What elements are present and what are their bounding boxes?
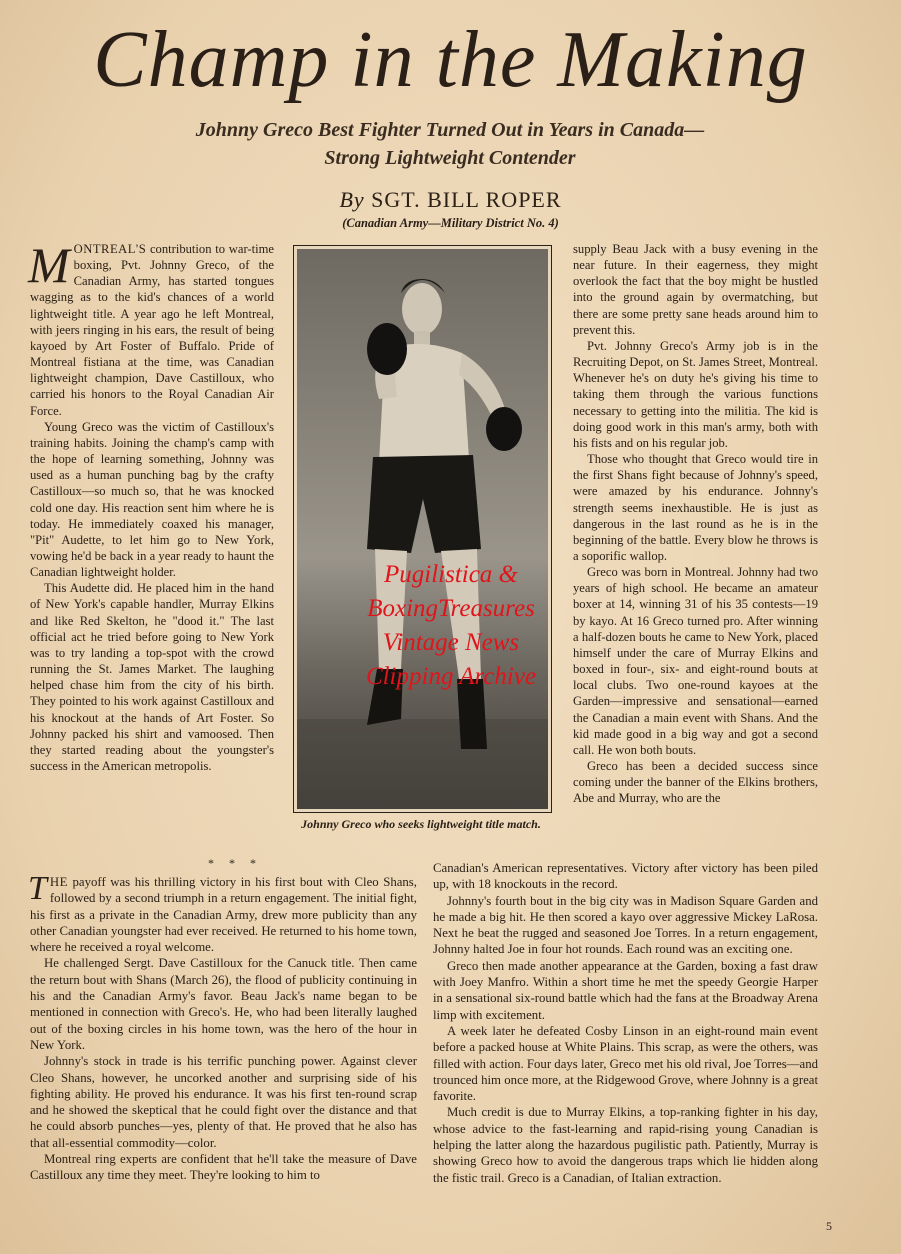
bottom-left-column (28, 870, 417, 1204)
boxer-silhouette (297, 249, 548, 809)
photo-caption: Johnny Greco who seeks lightweight title match. (301, 817, 541, 831)
left-paragraph-1 (28, 237, 274, 419)
bottom-right-paragraph-5: Much credit is due to Murray Elkins, a top-ranking fighter in his day, whose advice to the fast-learning and rapid-rising young Canadian is helping the latter along the hazardous pugilistic path. Patiently, Murray is showing Greco how to avoid the dangerous traps which lie hidden along the fistic trail. Greco is a Canadian, of Italian extraction. (433, 1105, 818, 1185)
drop-cap: M (28, 237, 70, 293)
boxer-photo (297, 249, 548, 809)
watermark-line-1: Pugilistica & (383, 561, 519, 588)
byline-by: By (339, 187, 365, 212)
bottom-left-paragraph-3: Johnny's stock in trade is his terrific punching power. Against clever Cleo Shans, however, he uncorked another and surprising side of his fighting ability. He proved his endurance. It was his first ten-round scrap and he showed the skeptical that he could fight over the distance and that he could absorb punches—yes, plenty of that. He proved that he also has that all-essential commodity—color. (30, 1054, 417, 1150)
byline (0, 187, 901, 213)
right-paragraph-1: supply Beau Jack with a busy evening in the near future. In their eagerness, they might overlook the fact that the boy might be hustled into the ground again by overmatching, but there are some pretty sane heads around him to prevent this. (573, 242, 818, 337)
watermark-line-4: Clipping Archive (365, 663, 537, 690)
bottom-left-paragraph-4: Montreal ring experts are confident that he'll take the measure of Dave Castilloux any time they meet. They're looking to him to (30, 1152, 417, 1183)
bottom-right-paragraph-4: A week later he defeated Cosby Linson in an eight-round main event before a packed house at White Plains. This scrap, as were the others, was filled with action. Four days later, Greco met his old rival, Joe Torres—and trounced him once more, at the Ridgewood Grove, where Johnny is a great favorite. (433, 1023, 818, 1104)
bottom-left-paragraph-1-text: payoff was his thrilling victory in his first bout with Cleo Shans, followed by a second triumph in a return engagement. The initial fight, his first as a private in the Canadian Army, drew more publicity than any other Canadian youngster had ever received. He returned to his home town, where he received a royal welcome. (30, 875, 417, 955)
right-column (573, 241, 818, 863)
right-paragraph-2: Pvt. Johnny Greco's Army job is in the Recruiting Depot, on St. James Street, Montreal. Whenever he's on duty he's giving his time to taking them through the various functions necessary to getting into the militia. The kid is doing good work in this man's army, both with his fists and on his regular job. (573, 338, 818, 450)
bottom-right-column (433, 860, 818, 1210)
page-number: 5 (826, 1219, 832, 1233)
byline-unit: (Canadian Army—Military District No. 4) (342, 216, 559, 230)
right-paragraph-4: Greco was born in Montreal. Johnny had two years of high school. He became an amateur boxer at 14, winning 31 of his 35 contests—19 by kayo. At 16 Greco turned pro. After winning a half-dozen bouts he came to New York, placed himself under the care of Murray Elkins and boxed in four-, six- and eight-round bouts at local clubs. Two one-round kayoes at the Garden—impressive and sensational—earned the Canadian a main event with Shans. And the kid made good in a big way and got a second call. He won both bouts. (573, 565, 818, 757)
left-paragraph-2: Young Greco was the victim of Castilloux's training habits. Joining the champ's camp with the hope of learning something, Johnny was used as a human punching bag by the crafty Castilloux—so much so, that he was knocked cold one day. His reaction sent him where he is today. He immediately coaxed his manager, "Pit" Audette, to let him go to New York, vowing he'd be back in a year ready to haunt the Canadian lightweight holder. (30, 419, 274, 580)
bottom-left-paragraph-2: He challenged Sergt. Dave Castilloux for the Canuck title. Then came the return bout with Shans (March 26), the flood of publicity continuing in his and the Canadian Army's favor. Beau Jack's name began to be mentioned in connection with Greco's. He, who had been literally laughed out of the boxing circles in his home town, was the hero of the hour in New York. (30, 956, 417, 1052)
left-column (28, 237, 274, 861)
bottom-right-paragraph-3: Greco then made another appearance at the Garden, boxing a fast draw with Joey Manfro. Within a short time he met the speedy Georgie Harper in a sensational six-round battle which had the fans at the Broadway Arena limp with excitement. (433, 958, 818, 1022)
watermark-line-2: BoxingTreasures (367, 595, 535, 622)
bottom-left-paragraph-1 (28, 870, 417, 955)
watermark-line-3: Vintage News (382, 629, 520, 656)
lead-in: ONTREAL'S (73, 242, 147, 256)
right-paragraph-3: Those who thought that Greco would tire in the first Shans fight because of Johnny's speed, were amazed by his endurance. Johnny's strength seems inexhaustible. He is just as dangerous in the last round as he is in the beginning of the battle. Every blow he throws is a soporific wallop. (573, 452, 818, 563)
left-paragraph-3: This Audette did. He placed him in the hand of New York's capable handler, Murray Elkins and like Red Skelton, he "dood it." The last official act he tried before going to New York was to try landing a top-spot with the crowd running the St. James Market. The laughing helped chase him from the city of his birth. They pointed to his work against Castilloux and his knockout at the hands of Art Foster. So Johnny packed his shirt and vamoosed. Then they started reading about the youngster's success in the American metropolis. (30, 581, 274, 773)
bottom-right-paragraph-1: Canadian's American representatives. Victory after victory has been piled up, with 18 knockouts in the record. (433, 861, 818, 892)
section-separator: * * * (208, 856, 262, 870)
subheadline-line-1: Johnny Greco Best Fighter Turned Out in Years in Canada— (195, 119, 705, 141)
left-paragraph-1-text: contribution to war-time boxing, Pvt. Johnny Greco, of the Canadian Army, has started tongues wagging as to the kid's chances of a world lightweight title. A year ago he left Montreal, with jeers ringing in his ears, the result of being kayoed by Art Foster of Buffalo. Pride of Montreal fistiana at the time, was Canadian lightweight champion, Dave Castilloux, who carried his honors to the Royal Canadian Air Force. (30, 242, 274, 418)
subheadline-line-2: Strong Lightweight Contender (324, 147, 576, 169)
headline: Champ in the Making (93, 16, 808, 104)
lead-in-2: HE (49, 875, 68, 889)
watermark (293, 558, 609, 694)
bottom-right-paragraph-2: Johnny's fourth bout in the big city was in Madison Square Garden and he made a big hit. He then scored a kayo over aggressive Mickey LaRosa. Next he beat the rugged and seasoned Joe Torres. In a return engagement, Johnny halted Joe in four hot rounds. Each round was an exciting one. (433, 893, 818, 957)
photo-frame (293, 245, 552, 813)
byline-author: SGT. BILL ROPER (371, 187, 562, 212)
drop-cap-2: T (28, 870, 47, 907)
subheadline (60, 116, 840, 172)
right-paragraph-5: Greco has been a decided success since coming under the banner of the Elkins brothers, Abe and Murray, who are the (573, 759, 818, 806)
